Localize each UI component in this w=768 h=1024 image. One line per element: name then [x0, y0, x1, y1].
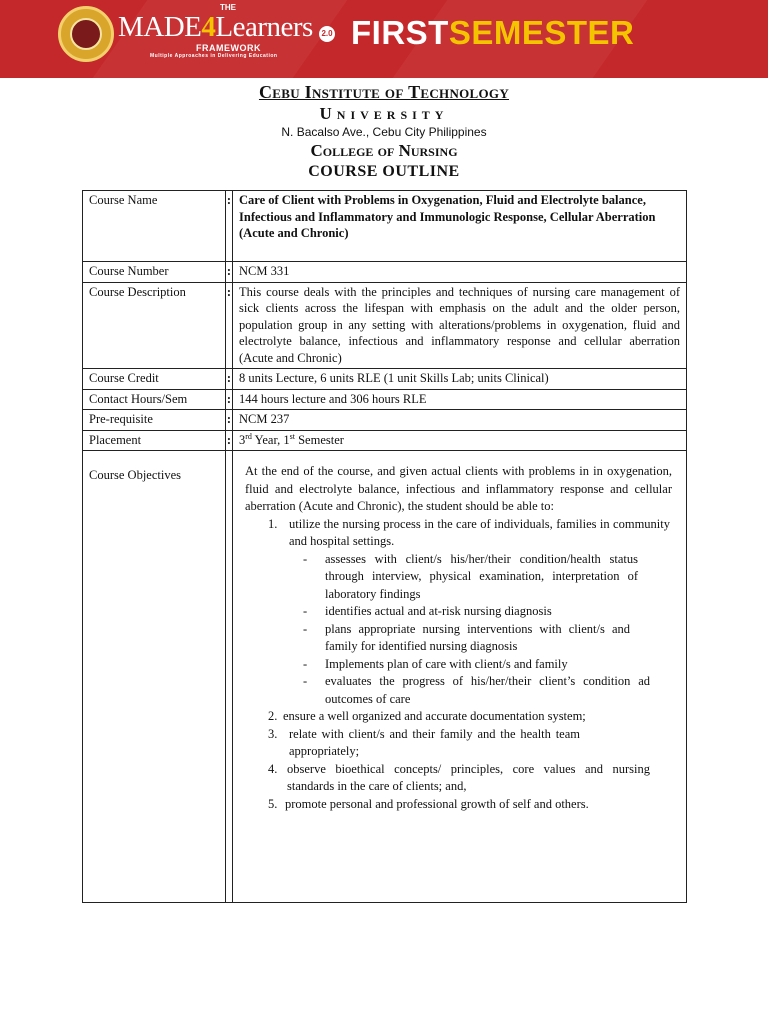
logo-tagline: Multiple Approaches in Delivering Education: [150, 53, 278, 59]
table-row: [83, 369, 687, 390]
placement-value: 3rd Year, 1st Semester: [233, 430, 687, 451]
college-name: College of Nursing: [310, 141, 458, 160]
table-row: [83, 410, 687, 431]
table-row: [83, 191, 687, 262]
university-label: University: [319, 104, 449, 123]
logo-framework-text: FRAMEWORK: [196, 43, 261, 53]
row-label-course-name: Course Name: [83, 191, 226, 262]
course-name-value: Care of Client with Problems in Oxygenation, Fluid and Electrolyte balance, Infectious and Inflammatory and Immunologic Response, Cellular Aberration (Acute and Chronic): [233, 191, 687, 262]
table-row: [83, 389, 687, 410]
row-label-course-objectives: Course Objectives: [83, 451, 226, 903]
list-item: 3. relate with client/s and their family and the health team appropriately;: [268, 726, 580, 758]
table-row: [83, 451, 687, 903]
version-badge: 2.0: [319, 26, 335, 42]
colon-separator: :: [226, 410, 233, 431]
objectives-intro: At the end of the course, and given actual clients with problems in in oxygenation, fluid and electrolyte balance, infectious and inflammatory response and cellular aberration (Acute and Chronic), the student should be able to:: [245, 464, 672, 513]
course-number-value: NCM 331: [233, 262, 687, 283]
list-item: 1. utilize the nursing process in the care of individuals, families in community and hospital settings.: [268, 516, 670, 548]
row-label-course-description: Course Description: [83, 282, 226, 369]
colon-separator: [226, 451, 233, 903]
course-credit-value: 8 units Lecture, 6 units RLE (1 unit Skills Lab; units Clinical): [233, 369, 687, 390]
table-row: [83, 430, 687, 451]
objectives-list: [245, 516, 670, 814]
row-label-course-number: Course Number: [83, 262, 226, 283]
address-line: N. Bacalso Ave., Cebu City Philippines: [281, 125, 487, 139]
list-item: 5. promote personal and professional growth of self and others.: [268, 796, 589, 811]
row-label-placement: Placement: [83, 430, 226, 451]
table-row: [83, 282, 687, 369]
course-description-value: This course deals with the principles and techniques of nursing care management of sick clients across the lifespan with emphasis on the adult and the older person, population group in any setting with alterations/problems in oxygenation, fluid and electrolyte balance, infectious and inflammatory response and cellular aberration (Acute and Chronic): [233, 282, 687, 369]
list-item: 4. observe bioethical concepts/ principles, core values and nursing standards in the care of clients; and,: [268, 761, 650, 793]
colon-separator: :: [226, 369, 233, 390]
prerequisite-value: NCM 237: [233, 410, 687, 431]
list-item: - Implements plan of care with client/s and family: [303, 656, 568, 671]
course-objectives-value: [233, 451, 687, 903]
table-row: [83, 262, 687, 283]
contact-hours-value: 144 hours lecture and 306 hours RLE: [233, 389, 687, 410]
list-item: - evaluates the progress of his/her/their client’s condition ad outcomes of care: [303, 674, 650, 706]
list-item: - assesses with client/s his/her/their condition/health status through interview, physical examination, interpretation of laboratory findings: [303, 551, 638, 601]
list-item: - identifies actual and at-risk nursing diagnosis: [303, 604, 552, 618]
colon-separator: :: [226, 262, 233, 283]
university-seal-icon: [58, 6, 114, 62]
header-banner: [0, 0, 768, 78]
document-title: COURSE OUTLINE: [308, 163, 460, 180]
course-outline-table: [82, 190, 687, 903]
row-label-contact-hours: Contact Hours/Sem: [83, 389, 226, 410]
logo-the-text: THE: [220, 3, 236, 12]
colon-separator: :: [226, 282, 233, 369]
colon-separator: :: [226, 389, 233, 410]
list-item: - plans appropriate nursing interventions with client/s and family for identified nursing diagnosis: [303, 621, 630, 653]
colon-separator: :: [226, 191, 233, 262]
first-semester-title: FIRSTSEMESTER: [351, 14, 635, 51]
list-item: 2. ensure a well organized and accurate documentation system;: [268, 709, 586, 723]
made4learners-logo: MADE4Learners: [118, 11, 313, 43]
row-label-course-credit: Course Credit: [83, 369, 226, 390]
row-label-prerequisite: Pre-requisite: [83, 410, 226, 431]
colon-separator: :: [226, 430, 233, 451]
institution-name: Cebu Institute of Technology: [258, 82, 510, 102]
